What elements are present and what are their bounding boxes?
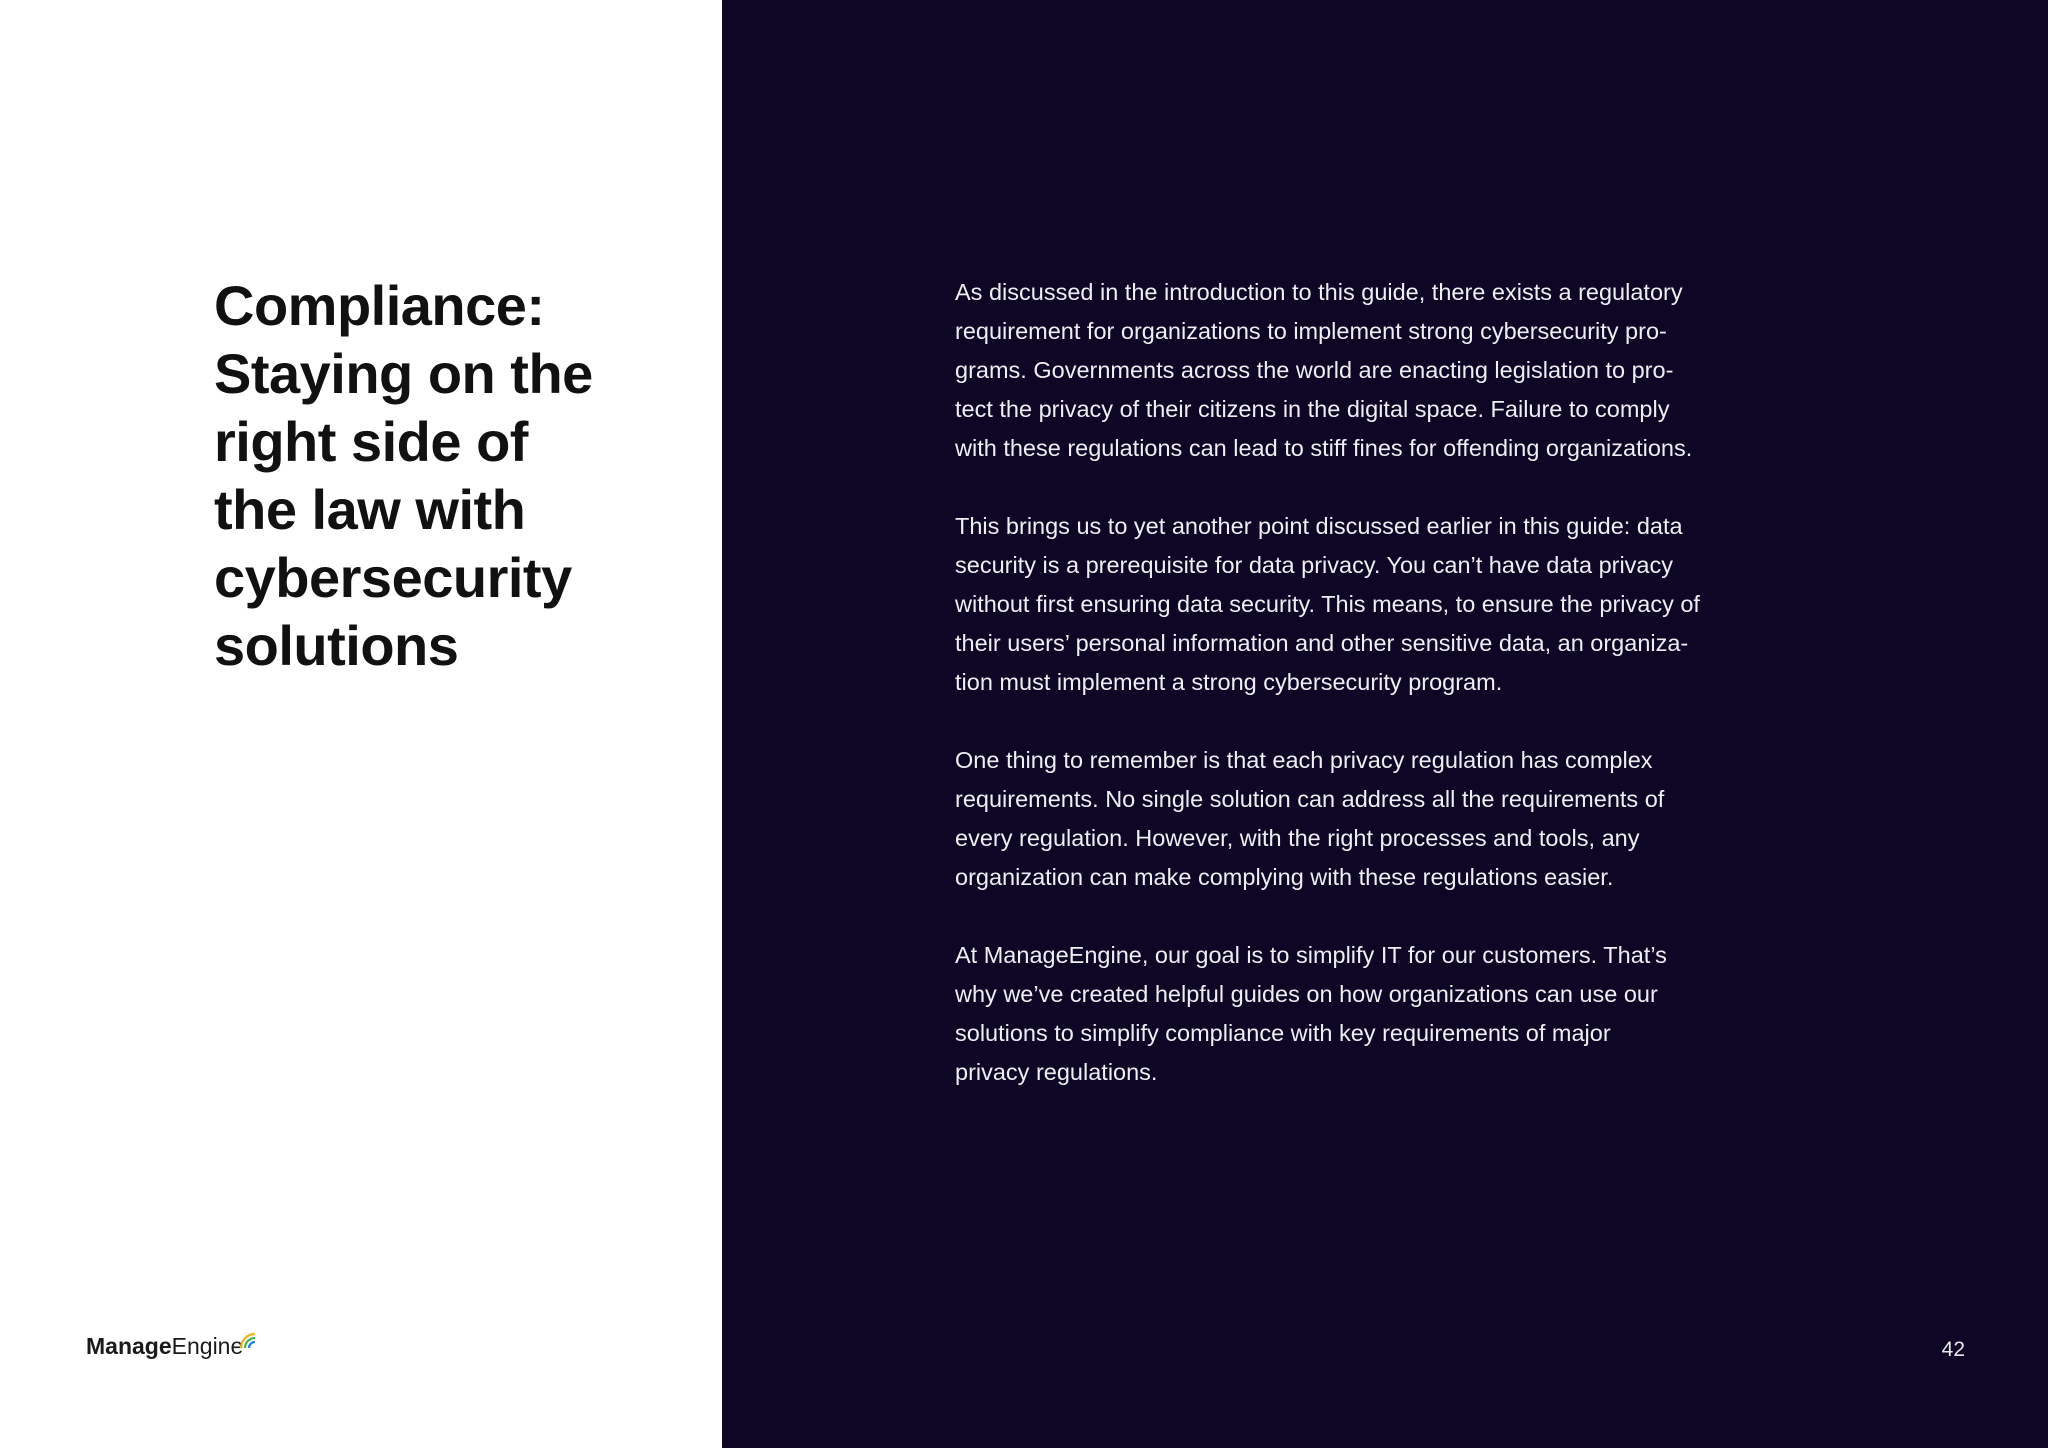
- manageengine-logo: [86, 1326, 259, 1366]
- text-line: grams. Governments across the world are enacting legislation to pro-: [955, 357, 1674, 383]
- text-line: why we’ve created helpful guides on how organizations can use our: [955, 981, 1658, 1007]
- text-line: every regulation. However, with the right processes and tools, any: [955, 825, 1640, 851]
- text-line: As discussed in the introduction to this guide, there exists a regulatory: [955, 279, 1683, 305]
- text-line: At ManageEngine, our goal is to simplify IT for our customers. That’s: [955, 942, 1667, 968]
- page-title: [214, 272, 684, 680]
- text-line: requirements. No single solution can address all the requirements of: [955, 786, 1665, 812]
- left-panel: [0, 0, 722, 1448]
- text-line: tion must implement a strong cybersecurity program.: [955, 669, 1503, 695]
- body-text: [955, 273, 1785, 1131]
- arc-swoosh-icon: [237, 1328, 259, 1350]
- text-line: without first ensuring data security. This means, to ensure the privacy of: [955, 591, 1700, 617]
- text-line: with these regulations can lead to stiff fines for offending organizations.: [955, 435, 1693, 461]
- paragraph: [955, 273, 1785, 468]
- text-line: One thing to remember is that each privacy regulation has complex: [955, 747, 1653, 773]
- logo-text-regular: Engine: [171, 1332, 244, 1359]
- paragraph: [955, 507, 1785, 702]
- text-line: This brings us to yet another point discussed earlier in this guide: data: [955, 513, 1683, 539]
- title-line: cybersecurity: [214, 546, 572, 609]
- text-line: solutions to simplify compliance with key requirements of major: [955, 1020, 1611, 1046]
- title-line: solutions: [214, 614, 459, 677]
- paragraph: [955, 936, 1785, 1092]
- page-number: 42: [1941, 1338, 1965, 1361]
- paragraph: [955, 741, 1785, 897]
- title-line: right side of: [214, 410, 528, 473]
- text-line: security is a prerequisite for data privacy. You can’t have data privacy: [955, 552, 1674, 578]
- title-line: Compliance:: [214, 274, 545, 337]
- text-line: tect the privacy of their citizens in the digital space. Failure to comply: [955, 396, 1670, 422]
- text-line: their users’ personal information and other sensitive data, an organiza-: [955, 630, 1689, 656]
- text-line: privacy regulations.: [955, 1059, 1158, 1085]
- title-line: the law with: [214, 478, 526, 541]
- text-line: requirement for organizations to implement strong cybersecurity pro-: [955, 318, 1667, 344]
- text-line: organization can make complying with these regulations easier.: [955, 864, 1614, 890]
- title-line: Staying on the: [214, 342, 593, 405]
- logo-text-bold: Manage: [86, 1332, 172, 1359]
